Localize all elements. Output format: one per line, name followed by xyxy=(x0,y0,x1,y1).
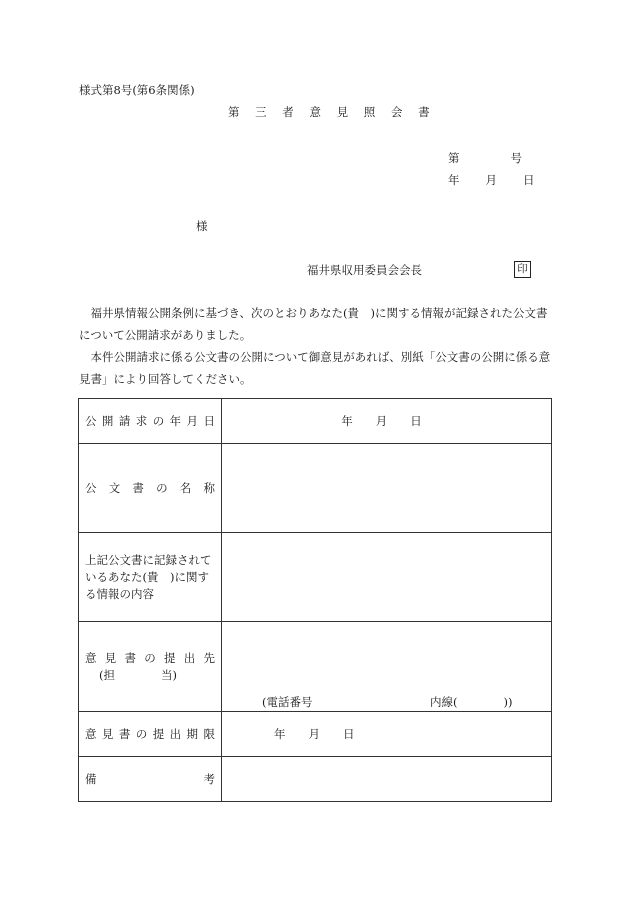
request-date-label-cell xyxy=(79,399,222,444)
deadline-label: 意 見 書 の 提 出 期 限 xyxy=(85,727,215,741)
document-date-line: 年 月 日 xyxy=(448,173,536,187)
body-paragraph-1: 福井県情報公開条例に基づき、次のとおりあなた(貴 )に関する情報が記録された公文書について公開請求がありました。 xyxy=(79,306,548,342)
table-row-submission-deadline xyxy=(79,712,552,757)
document-number-line: 第 号 xyxy=(448,151,523,165)
addressee-suffix: 様 xyxy=(196,219,208,233)
table-row-info-content xyxy=(79,533,552,622)
table-row-request-date xyxy=(79,399,552,444)
deadline-value[interactable] xyxy=(222,712,552,757)
inquiry-table xyxy=(78,398,552,802)
document-name-value[interactable] xyxy=(222,444,552,533)
request-date-value[interactable] xyxy=(222,399,552,444)
form-number: 様式第8号(第6条関係) xyxy=(79,83,195,97)
request-date-label: 公 開 請 求 の 年 月 日 xyxy=(85,414,215,428)
extension-label: 内線( )) xyxy=(430,695,513,709)
remarks-label-cell xyxy=(79,757,222,802)
seal-box: 印 xyxy=(514,261,531,278)
deadline-label-cell xyxy=(79,712,222,757)
remarks-label: 備 考 xyxy=(85,772,215,786)
table-row-document-name xyxy=(79,444,552,533)
info-content-value[interactable] xyxy=(222,533,552,622)
request-date-text: 年 月 日 xyxy=(341,414,422,428)
info-content-label-cell xyxy=(79,533,222,622)
destination-label-cell xyxy=(79,622,222,712)
document-name-label-cell xyxy=(79,444,222,533)
document-name-label: 公 文 書 の 名 称 xyxy=(85,481,215,495)
remarks-value[interactable] xyxy=(222,757,552,802)
person-in-charge-label: (担 当) xyxy=(99,668,177,682)
sender-name: 福井県収用委員会会長 xyxy=(307,263,422,277)
document-title: 第 三 者 意 見 照 会 書 xyxy=(228,105,436,119)
phone-number-label: (電話番号 xyxy=(262,695,313,709)
destination-label: 意 見 書 の 提 出 先 xyxy=(85,651,215,665)
info-content-label: 上記公文書に記録されているあなた(貴 )に関する情報の内容 xyxy=(85,552,212,601)
body-paragraph-2: 本件公開請求に係る公文書の公開について御意見があれば、別紙「公文書の公開に係る意見書」により回答してください。 xyxy=(79,350,551,386)
table-row-submission-destination xyxy=(79,622,552,712)
deadline-text: 年 月 日 xyxy=(274,727,355,741)
table-row-remarks xyxy=(79,757,552,802)
destination-value[interactable] xyxy=(222,622,552,712)
